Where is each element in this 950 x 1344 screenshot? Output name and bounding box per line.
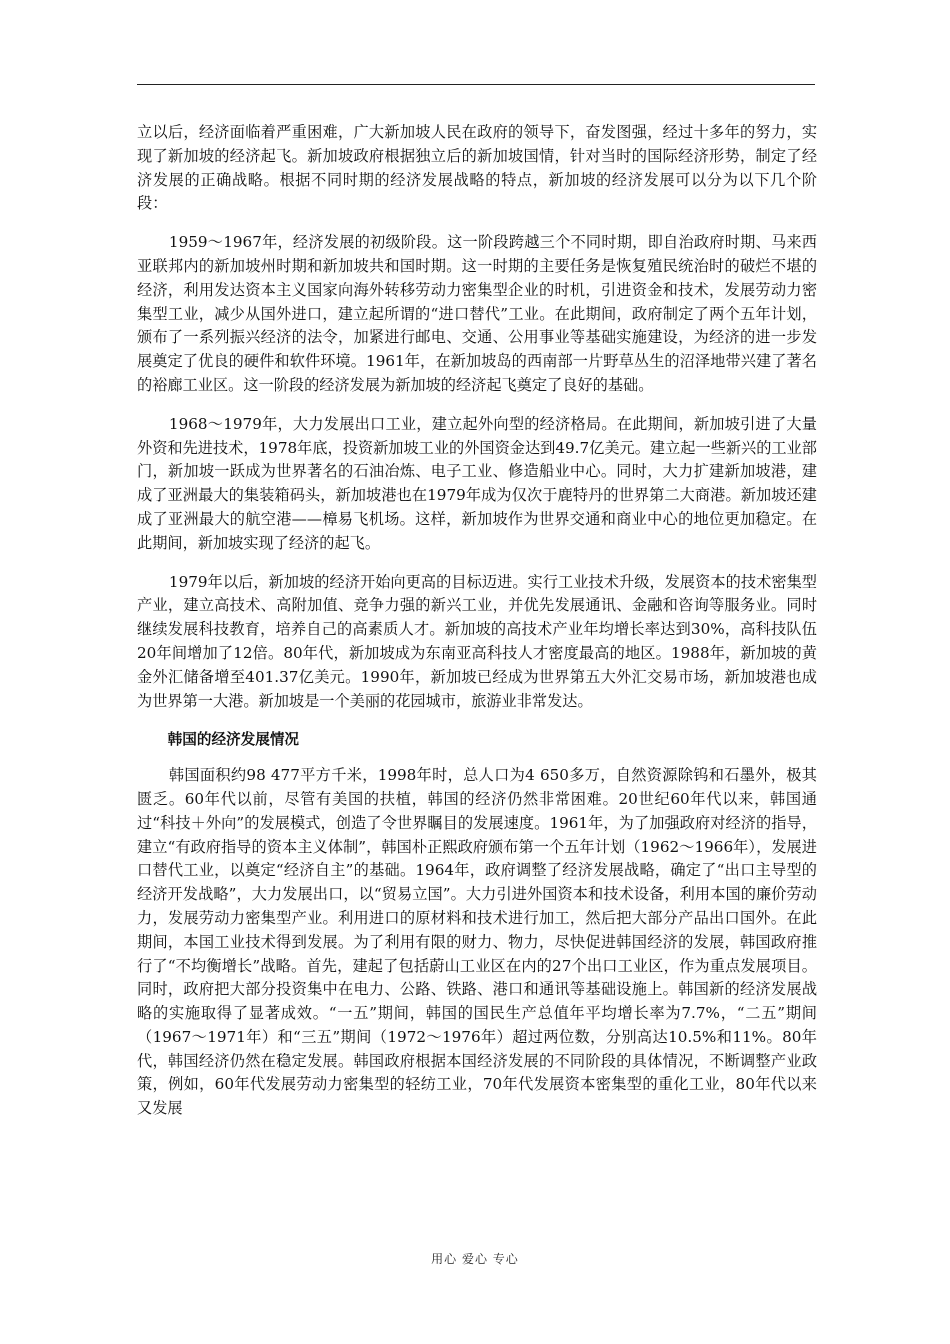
page-footer: 用心 爱心 专心 [431, 1252, 519, 1266]
paragraph-intro: 立以后，经济面临着严重困难，广大新加坡人民在政府的领导下，奋发图强，经过十多年的努力，实现了新加坡的经济起飞。新加坡政府根据独立后的新加坡国情，针对当时的国际经济形势，制定了经济发展的正确战略。根据不同时期的经济发展战略的特点，新加坡的经济发展可以分为以下几个阶段： [137, 123, 817, 213]
paragraph-1959-1967: 1959～1967年，经济发展的初级阶段。这一阶段跨越三个不同时期，即自治政府时期、马来西亚联邦内的新加坡州时期和新加坡共和国时期。这一时期的主要任务是恢复殖民统治时的破烂不堪的经济，利用发达资本主义国家向海外转移劳动力密集型企业的时机，引进资金和技术，发展劳动力密集型工业，减少从国外进口，建立起所谓的“进口替代”工业。在此期间，政府制定了两个五年计划，颁布了一系列振兴经济的法令，加紧进行邮电、交通、公用事业等基础实施建设，为经济的进一步发展奠定了优良的硬件和软件环境。1961年，在新加坡岛的西南部一片野草丛生的沼泽地带兴建了著名的裕廊工业区。这一阶段的经济发展为新加坡的经济起飞奠定了良好的基础。 [137, 233, 817, 394]
page-body [137, 121, 817, 1121]
paragraph-korea: 韩国面积约98 477平方千米，1998年时，总人口为4 650多万，自然资源除钨和石墨外，极其匮乏。60年代以前，尽管有美国的扶植，韩国的经济仍然非常困难。20世纪60年代以来，韩国通过“科技＋外向”的发展模式，创造了令世界瞩目的发展速度。1961年，为了加强政府对经济的指导，建立“有政府指导的资本主义体制”，韩国朴正熙政府颁布第一个五年计划（1962～1966年），发展进口替代工业，以奠定“经济自主”的基础。1964年，政府调整了经济发展战略，确定了“出口主导型的经济开发战略”，大力发展出口，以“贸易立国”。大力引进外国资本和技术设备，利用本国的廉价劳动力，发展劳动力密集型产业。利用进口的原材料和技术进行加工，然后把大部分产品出口国外。在此期间，本国工业技术得到发展。为了利用有限的财力、物力，尽快促进韩国经济的发展，韩国政府推行了“不均衡增长”战略。首先，建起了包括蔚山工业区在内的27个出口工业区，作为重点发展项目。同时，政府把大部分投资集中在电力、公路、铁路、港口和通讯等基础设施上。韩国新的经济发展战略的实施取得了显著成效。“一五”期间，韩国的国民生产总值年平均增长率为7.7%，“二五”期间（1967～1971年）和“三五”期间（1972～1976年）超过两位数，分别高达10.5%和11%。80年代，韩国经济仍然在稳定发展。韩国政府根据本国经济发展的不同阶段的具体情况，不断调整产业政策，例如，60年代发展劳动力密集型的轻纺工业，70年代发展资本密集型的重化工业，80年代以来又发展 [137, 766, 817, 1118]
section-heading-korea: 韩国的经济发展情况 [167, 731, 300, 749]
paragraph-after-1979: 1979年以后，新加坡的经济开始向更高的目标迈进。实行工业技术升级，发展资本的技术密集型产业，建立高技术、高附加值、竞争力强的新兴工业，并优先发展通讯、金融和咨询等服务业。同时继续发展科技教育，培养自己的高素质人才。新加坡的高技术产业年均增长率达到30%，高科技队伍20年间增加了12倍。80年代，新加坡成为东南亚高科技人才密度最高的地区。1988年，新加坡的黄金外汇储备增至401.37亿美元。1990年，新加坡已经成为世界第五大外汇交易市场，新加坡港也成为世界第一大港。新加坡是一个美丽的花园城市，旅游业非常发达。 [137, 572, 817, 710]
paragraph-1968-1979: 1968～1979年，大力发展出口工业，建立起外向型的经济格局。在此期间，新加坡引进了大量外资和先进技术，1978年底，投资新加坡工业的外国资金达到49.7亿美元。建立起一些新兴的工业部门，新加坡一跃成为世界著名的石油冶炼、电子工业、修造船业中心。同时，大力扩建新加坡港，建成了亚洲最大的集装箱码头，新加坡港也在1979年成为仅次于鹿特丹的世界第二大商港。新加坡还建成了亚洲最大的航空港——樟易飞机场。这样，新加坡作为世界交通和商业中心的地位更加稳定。在此期间，新加坡实现了经济的起飞。 [137, 414, 817, 552]
header-rule [137, 84, 815, 85]
